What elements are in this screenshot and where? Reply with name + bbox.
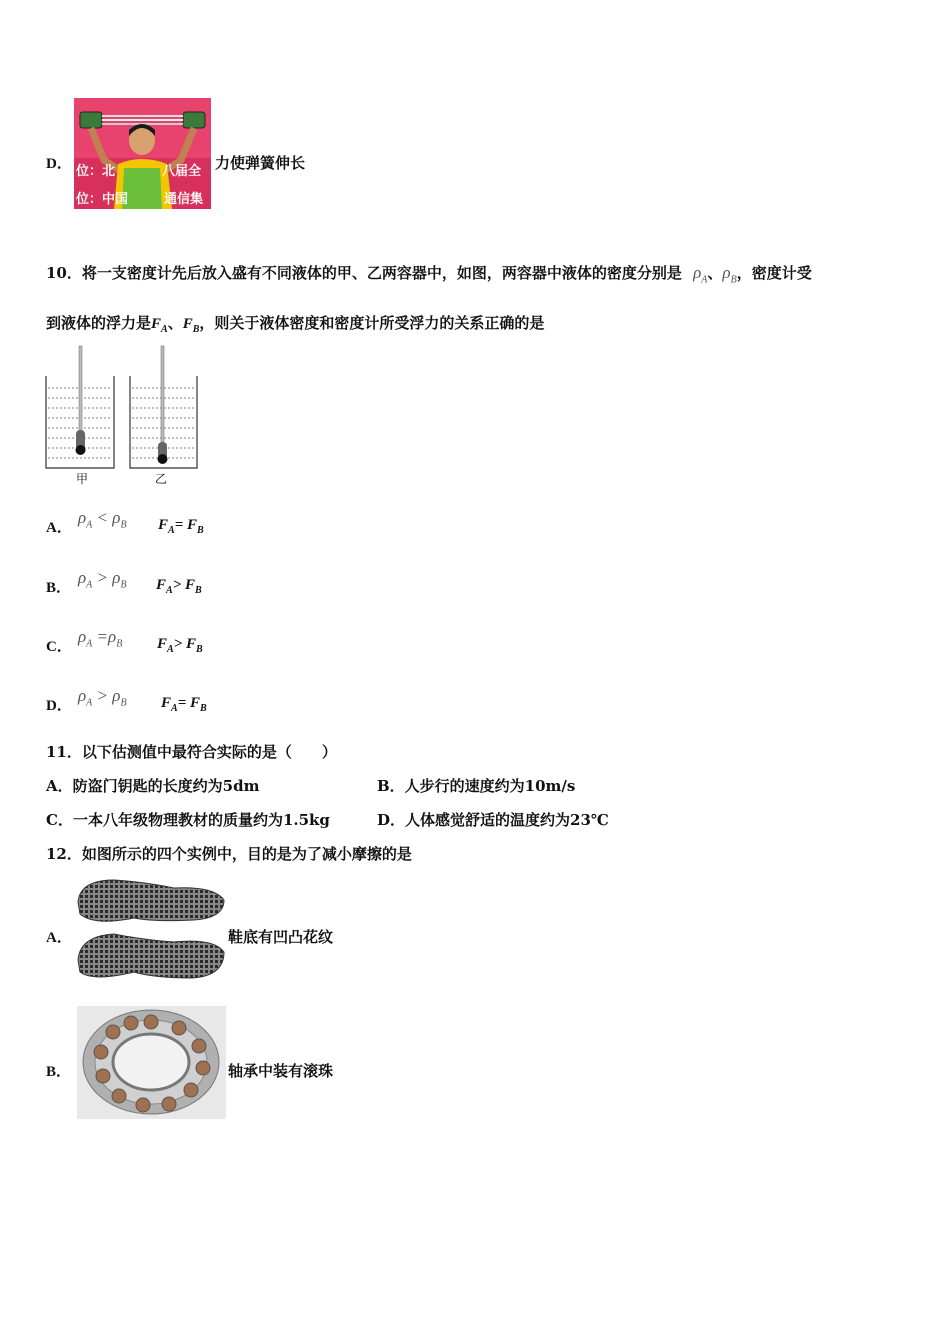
expander-athlete-photo [74, 98, 211, 209]
ball-bearing-photo [77, 1006, 226, 1119]
option-label: A． [46, 520, 72, 536]
q10-option-b [46, 568, 346, 602]
force-b-symbol: $F_B$ [182, 316, 200, 335]
q10-stem-line1 [46, 262, 812, 285]
q10-stem-text: ，则关于液体密度和密度计所受浮力的关系正确的是 [199, 314, 545, 332]
shoe-sole-photo [74, 874, 226, 988]
q11-option-c: C．一本八年级物理教材的质量约为1.5kg [46, 811, 330, 829]
photo-sign-text: 通信集 [164, 192, 204, 207]
container-left-label: 甲 [76, 472, 89, 486]
q11-option-a: A．防盗门钥匙的长度约为5dm [46, 777, 260, 795]
q10-option-a [46, 508, 346, 542]
q11-option-d: D．人体感觉舒适的温度约为23℃ [377, 811, 609, 829]
q12-option-a-label: A． [46, 930, 72, 946]
q10-stem-text: ，密度计受 [736, 264, 812, 282]
option-label: B． [46, 580, 72, 596]
q11-option-b: B．人步行的速度约为10m/s [377, 777, 576, 795]
separator: 、 [707, 264, 723, 282]
density-relation: $\rho_A > \rho_B$ [78, 568, 127, 591]
q10-stem-text: 到液体的浮力是 [46, 314, 152, 332]
q12-option-b-label: B． [46, 1064, 72, 1080]
photo-sign-text: 位：中国 [76, 192, 129, 207]
q10-stem-line2 [46, 312, 544, 335]
force-relation: $F_A= F_B$ [158, 517, 204, 536]
q10-option-c [46, 627, 346, 661]
container-right-label: 乙 [155, 472, 168, 486]
density-relation: $\rho_A < \rho_B$ [78, 508, 127, 531]
force-relation: $F_A> F_B$ [156, 577, 202, 596]
rho-b-symbol: $\rho_B$ [722, 263, 737, 286]
force-relation: $F_A= F_B$ [161, 695, 207, 714]
option-label: D． [46, 698, 72, 714]
separator: 、 [167, 314, 183, 332]
q11-stem: 11．以下估测值中最符合实际的是（ ） [46, 743, 337, 761]
photo-sign-text: 八届全 [162, 164, 202, 179]
q9-option-d-label: D． [46, 156, 72, 172]
q9-option-d-text: 力使弹簧伸长 [215, 154, 306, 172]
q12-option-b-text: 轴承中装有滚珠 [228, 1062, 334, 1080]
photo-sign-text: 位：北 [76, 164, 116, 179]
rho-a-symbol: $\rho_A$ [693, 263, 708, 286]
q10-option-d [46, 686, 346, 720]
q10-stem-text: 10．将一支密度计先后放入盛有不同液体的甲、乙两容器中，如图，两容器中液体的密度分别是 [46, 264, 682, 282]
force-a-symbol: $F_A$ [151, 316, 168, 335]
q12-option-a-text: 鞋底有凹凸花纹 [228, 928, 334, 946]
hydrometer-containers-figure [44, 344, 200, 486]
force-relation: $F_A> F_B$ [157, 636, 203, 655]
option-label: C． [46, 639, 72, 655]
q12-stem: 12．如图所示的四个实例中，目的是为了减小摩擦的是 [46, 845, 412, 863]
density-relation: $\rho_A =\rho_B$ [78, 627, 123, 650]
density-relation: $\rho_A > \rho_B$ [78, 686, 127, 709]
